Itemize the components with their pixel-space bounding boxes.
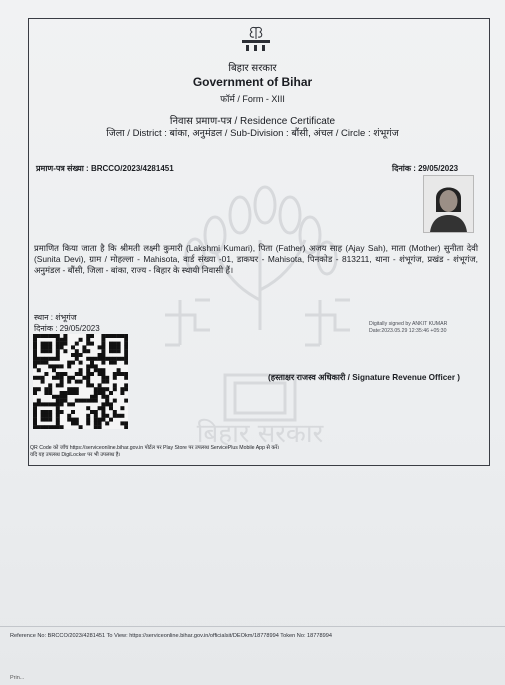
qr-note-line-1: QR Code को जाँच https://serviceonline.bihar.gov.in पोर्टल पर Play Store पर उपलब्ध ServicePlus Mobile App से करें।: [30, 445, 280, 451]
issue-date: दिनांक : 29/05/2023: [34, 324, 100, 333]
government-english: Government of Bihar: [192, 75, 313, 89]
qr-note-line-2: यदि यह उपलब्ध DigiLocker पर भी उपलब्ध है।: [30, 452, 121, 458]
reference-line: Reference No: BRCCO/2023/4281451 To View: https://serviceonline.bihar.gov.in/officialsit/DEOkm/18778994 Token No: 18778994: [10, 633, 332, 639]
applicant-photo: [423, 175, 474, 233]
watermark-text: बिहार सरकार: [196, 419, 324, 449]
digital-signer: Digitally signed by ANKIT KUMAR: [369, 321, 448, 327]
certificate-number: प्रमाण-पत्र संख्या : BRCCO/2023/4281451: [36, 164, 174, 173]
issue-place: स्थान : शंभूगंज: [34, 313, 77, 322]
qr-verification-note: [30, 445, 350, 459]
bihar-emblem-icon: [238, 24, 274, 54]
certificate-body: प्रमाणित किया जाता है कि श्रीमती लक्ष्मी कुमारी (Lakshmi Kumari), पिता (Father) अजय साह (Ajay Sah), माता (Mother) सुनीता देवी (Sunita Devi), ग्राम / मोहल्ला - Mahisota, वार्ड संख्या -01, डाकघर - Mahisota, पिनकोड - 813211, थाना - शंभूगंज, प्रखंड - शंभूगंज, अनुमंडल - बौंसी, जिला - बांका, राज्य - बिहार के स्थायी निवासी हैं।: [34, 243, 478, 276]
footer-divider: [0, 626, 505, 627]
qr-code[interactable]: [33, 334, 128, 429]
bihar-sarkar-watermark: [155, 180, 365, 450]
certificate-title: निवास प्रमाण-पत्र / Residence Certificate: [169, 116, 336, 127]
digital-sign-date: Date:2023.05.29 12:35:46 +05:30: [369, 327, 447, 334]
digital-signature: [369, 321, 447, 334]
government-hindi: बिहार सरकार: [228, 63, 277, 74]
officer-signature-label: (हस्ताक्षर राजस्व अधिकारी / Signature Revenue Officer ): [268, 373, 461, 382]
form-number: फॉर्म / Form - XIII: [220, 94, 285, 104]
certificate-date: दिनांक : 29/05/2023: [392, 164, 459, 173]
district-line: जिला / District : बांका, अनुमंडल / Sub-Division : बौंसी, अंचल / Circle : शंभूगंज: [106, 128, 399, 139]
stray-text: Prin...: [10, 675, 25, 681]
